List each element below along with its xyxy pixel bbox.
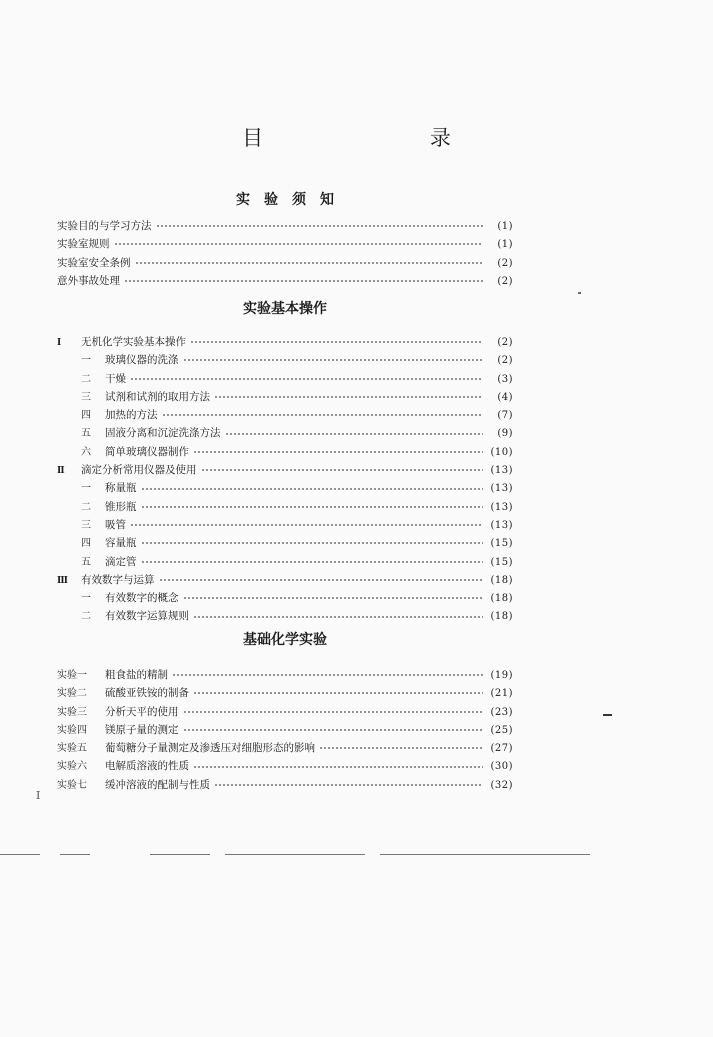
toc-entry — [57, 443, 513, 461]
toc-entry-title: 锥形瓶 — [105, 500, 137, 513]
toc-entry — [57, 254, 513, 272]
toc-entry-number: 五 — [81, 556, 91, 568]
dot-leader — [162, 409, 484, 421]
toc-entry-number: 实验六 — [57, 761, 87, 773]
toc-entry-page: (25) — [490, 724, 513, 736]
dot-leader — [141, 501, 484, 513]
section-title: 基础化学实验 — [243, 632, 327, 648]
toc-entry-page: (21) — [490, 688, 513, 700]
toc-entry-title: 有效数字运算规则 — [105, 610, 189, 623]
toc-entry — [57, 571, 513, 589]
toc-entry-page: (3) — [497, 373, 513, 385]
dot-leader — [159, 574, 484, 586]
toc-entry-page: (1) — [497, 221, 513, 232]
toc-entry-title: 加热的方法 — [105, 409, 158, 422]
toc-entry-title: 容量瓶 — [105, 537, 137, 550]
toc-entry — [57, 461, 513, 479]
section-lab-notes — [57, 189, 513, 290]
dot-leader — [225, 428, 484, 440]
toc-entry-page: (4) — [497, 391, 513, 403]
dot-leader — [141, 537, 484, 549]
dot-leader — [183, 706, 484, 718]
dot-leader — [141, 483, 484, 495]
toc-entry — [57, 553, 513, 571]
toc-entry-title: 有效数字与运算 — [81, 573, 155, 586]
toc-entry — [57, 272, 513, 290]
toc-entry-number: 二 — [81, 611, 91, 623]
dot-leader — [114, 238, 484, 250]
toc-entry-number: 一 — [81, 355, 91, 367]
toc-entry — [57, 235, 513, 253]
toc-entry-page: (13) — [490, 483, 513, 495]
dot-leader — [130, 519, 483, 531]
toc-entry — [57, 721, 513, 739]
toc-entry-title: 玻璃仪器的洗涤 — [105, 354, 179, 367]
toc-entry-number: 三 — [81, 391, 91, 403]
toc-entry-page: (19) — [490, 670, 513, 681]
toc-entry-title: 实验目的与学习方法 — [57, 220, 152, 232]
page-number: I — [36, 789, 41, 802]
toc-entry-title: 滴定分析常用仪器及使用 — [81, 464, 197, 477]
toc-entry — [57, 370, 513, 388]
section-basic-chemistry-experiments — [57, 629, 513, 794]
toc-entry — [57, 684, 513, 702]
toc-entry-title: 镁原子量的测定 — [105, 723, 179, 736]
toc-entry — [57, 388, 513, 406]
toc-list — [57, 666, 513, 794]
dot-leader — [190, 336, 483, 348]
dot-leader — [193, 446, 483, 458]
toc-entry-number: 三 — [81, 519, 91, 531]
toc-entry-title: 实验室规则 — [57, 238, 110, 251]
toc-entry — [57, 479, 513, 497]
dot-leader — [135, 257, 484, 269]
toc-entry-title: 葡萄糖分子量测定及渗透压对细胞形态的影响 — [105, 742, 315, 755]
toc-entry-number: 一 — [81, 483, 91, 495]
dot-leader — [156, 220, 484, 232]
section-title: 实验基本操作 — [243, 301, 327, 317]
toc-entry-title: 缓冲溶液的配制与性质 — [105, 778, 210, 791]
toc-entry-title: 实验室安全条例 — [57, 256, 131, 269]
toc-entry-number: 实验二 — [57, 688, 87, 700]
toc-entry — [57, 607, 513, 625]
toc-entry-number: 实验一 — [57, 670, 87, 681]
toc-entry-title: 滴定管 — [105, 555, 137, 568]
dot-leader — [214, 391, 483, 403]
dot-leader — [124, 275, 483, 287]
scan-speck — [578, 292, 581, 294]
toc-entry-number: Ⅱ — [57, 466, 65, 477]
toc-entry — [57, 666, 513, 684]
toc-entry-title: 分析天平的使用 — [105, 705, 179, 718]
toc-entry — [57, 589, 513, 607]
toc-entry-number: 实验七 — [57, 779, 87, 791]
toc-entry-number: 一 — [81, 593, 91, 605]
toc-entry-page: (18) — [490, 593, 513, 605]
toc-entry-page: (32) — [490, 779, 513, 791]
toc-entry-page: (2) — [497, 275, 513, 287]
toc-entry-page: (15) — [490, 538, 513, 550]
page-title: 目 录 — [242, 126, 531, 150]
toc-entry — [57, 739, 513, 757]
toc-entry — [57, 424, 513, 442]
toc-entry — [57, 406, 513, 424]
dot-leader — [183, 592, 484, 604]
scan-rule-line — [0, 854, 600, 855]
toc-entry-title: 称量瓶 — [105, 482, 137, 495]
dot-leader — [214, 779, 483, 791]
toc-entry-number: I — [57, 338, 62, 348]
toc-list — [57, 217, 513, 290]
toc-entry — [57, 333, 513, 351]
toc-entry-title: 无机化学实验基本操作 — [81, 336, 186, 348]
toc-entry-number: 二 — [81, 501, 91, 513]
toc-entry — [57, 498, 513, 516]
toc-entry-page: (1) — [497, 239, 513, 251]
dot-leader — [201, 464, 484, 476]
dot-leader — [183, 724, 484, 736]
toc-entry-title: 干燥 — [105, 372, 126, 385]
dot-leader — [172, 669, 483, 681]
toc-entry-page: (27) — [490, 743, 513, 755]
dot-leader — [319, 742, 483, 754]
section-title: 实验须知 — [236, 192, 348, 208]
toc-entry-title: 硫酸亚铁铵的制备 — [105, 687, 189, 700]
toc-entry-page: (18) — [490, 574, 513, 586]
toc-entry-title: 简单玻璃仪器制作 — [105, 445, 189, 458]
toc-entry-page: (10) — [490, 446, 513, 458]
dot-leader — [193, 761, 483, 773]
toc-entry-number: 四 — [81, 410, 91, 422]
toc-entry-number: 四 — [81, 538, 91, 550]
toc-list — [57, 333, 513, 626]
toc-entry-page: (13) — [490, 519, 513, 531]
toc-entry-page: (15) — [490, 556, 513, 568]
section-basic-operations — [57, 298, 513, 626]
toc-entry-page: (30) — [490, 761, 513, 773]
toc-entry — [57, 534, 513, 552]
dot-leader — [141, 556, 484, 568]
toc-entry-number: 实验三 — [57, 706, 87, 718]
toc-entry-page: (2) — [497, 337, 513, 348]
toc-entry-title: 粗食盐的精制 — [105, 669, 168, 681]
toc-entry-page: (2) — [497, 257, 513, 269]
toc-entry-page: (2) — [497, 355, 513, 367]
toc-entry-page: (9) — [497, 428, 513, 440]
toc-entry-page: (13) — [490, 501, 513, 513]
toc-entry — [57, 776, 513, 794]
toc-entry — [57, 703, 513, 721]
toc-entry — [57, 757, 513, 775]
dot-leader — [130, 373, 483, 385]
toc-entry-page: (23) — [490, 706, 513, 718]
dot-leader — [193, 687, 483, 699]
toc-entry-title: 有效数字的概念 — [105, 592, 179, 605]
toc-entry-number: 二 — [81, 373, 91, 385]
toc-entry-title: 意外事故处理 — [57, 274, 120, 287]
toc-entry — [57, 217, 513, 235]
toc-entry-number: 六 — [81, 446, 91, 458]
toc-entry-number: 五 — [81, 428, 91, 440]
toc-entry-page: (7) — [497, 410, 513, 422]
dot-leader — [193, 611, 483, 623]
toc-entry — [57, 516, 513, 534]
dot-leader — [183, 354, 484, 366]
toc-entry-title: 试剂和试剂的取用方法 — [105, 390, 210, 403]
toc-entry-title: 吸管 — [105, 518, 126, 531]
toc-entry — [57, 351, 513, 369]
toc-entry-title: 固液分离和沉淀洗涤方法 — [105, 427, 221, 440]
scan-speck — [603, 714, 612, 716]
toc-entry-number: Ⅲ — [57, 575, 68, 586]
toc-entry-page: (18) — [490, 611, 513, 623]
toc-entry-number: 实验四 — [57, 724, 87, 736]
toc-entry-title: 电解质溶液的性质 — [105, 760, 189, 773]
toc-entry-page: (13) — [490, 465, 513, 477]
toc-entry-number: 实验五 — [57, 743, 87, 755]
